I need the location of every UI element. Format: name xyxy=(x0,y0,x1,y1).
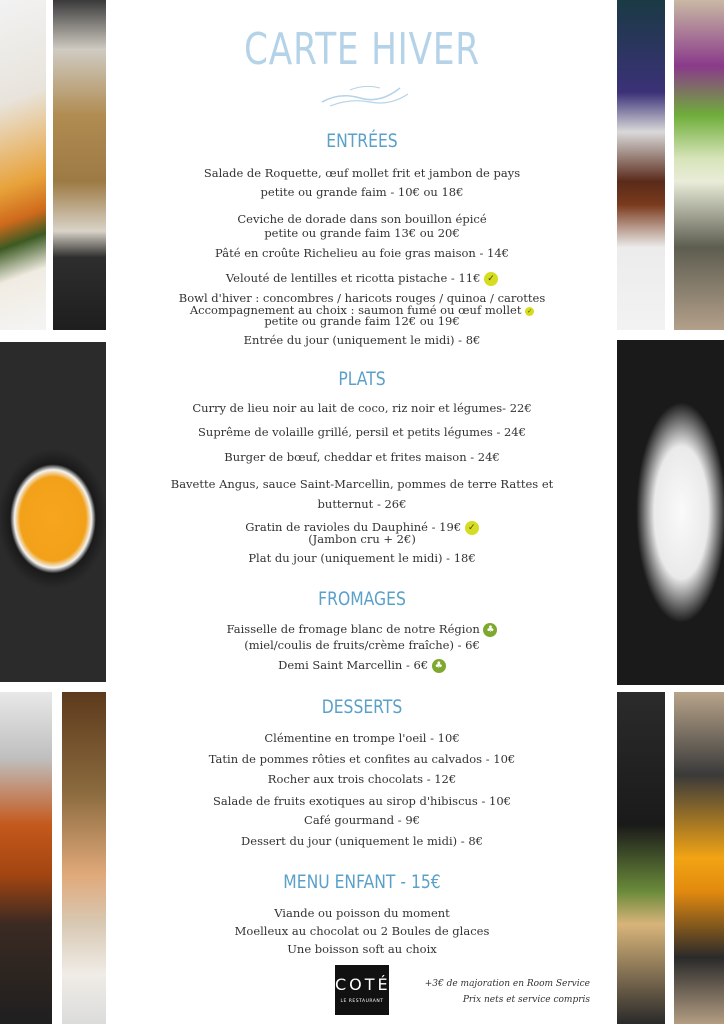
menu-item: Bowl d'hiver : concombres / haricots rouges / quinoa / carottes xyxy=(178,291,546,305)
menu-item-text: Gratin de ravioles du Dauphiné - 19€ xyxy=(245,520,462,534)
menu-item-price: (miel/coulis de fruits/crème fraîche) - 6€ xyxy=(244,638,480,652)
waves-ornament xyxy=(320,78,410,108)
local-product-icon: ♣ xyxy=(432,659,446,673)
vegetarian-icon: ✓ xyxy=(484,272,498,286)
menu-item: Pâté en croûte Richelieu au foie gras maison - 14€ xyxy=(215,246,509,260)
menu-item: butternut - 26€ xyxy=(317,497,407,511)
menu-item-text: Accompagnement au choix : saumon fumé ou œuf mollet xyxy=(189,303,522,317)
menu-item: Curry de lieu noir au lait de coco, riz noir et légumes- 22€ xyxy=(192,401,532,415)
photo-clementine xyxy=(617,340,724,685)
menu-card xyxy=(110,0,614,1024)
desserts-heading: DESSERTS xyxy=(321,696,403,718)
logo-subtitle: LE RESTAURANT xyxy=(340,999,384,1004)
fromages-heading: FROMAGES xyxy=(318,588,406,610)
menu-item-text: Velouté de lentilles et ricotta pistache - 11€ xyxy=(225,271,481,285)
photo-mousse xyxy=(62,692,106,1024)
menu-item-local xyxy=(110,658,614,673)
local-product-icon: ♣ xyxy=(483,623,497,637)
restaurant-logo xyxy=(335,965,389,1015)
logo-name: COTÉ xyxy=(335,975,391,994)
menu-item-price: petite ou grande faim 12€ ou 19€ xyxy=(264,314,460,328)
menu-item-veg xyxy=(110,271,614,286)
menu-item: Entrée du jour (uniquement le midi) - 8€ xyxy=(243,333,481,347)
menu-item: Viande ou poisson du moment xyxy=(274,906,450,920)
menu-item: Tatin de pommes rôties et confites au calvados - 10€ xyxy=(208,752,516,766)
photo-soup xyxy=(53,0,106,330)
menu-item: Bavette Angus, sauce Saint-Marcellin, pommes de terre Rattes et xyxy=(170,477,554,491)
menu-item-text: Faisselle de fromage blanc de notre Région xyxy=(226,622,480,636)
photo-cocktail xyxy=(617,0,665,330)
menu-item: Moelleux au chocolat ou 2 Boules de glaces xyxy=(234,924,490,938)
menu-item: Clémentine en trompe l'oeil - 10€ xyxy=(264,731,460,745)
prices-note: Prix nets et service compris xyxy=(462,995,590,1005)
menu-item-option: (Jambon cru + 2€) xyxy=(308,532,416,546)
vegetarian-icon: ✓ xyxy=(465,521,479,535)
menu-item: Une boisson soft au choix xyxy=(287,942,437,956)
menu-item-price: petite ou grande faim - 10€ ou 18€ xyxy=(260,185,464,199)
menu-item: Burger de bœuf, cheddar et frites maison - 24€ xyxy=(224,450,500,464)
menu-item: Suprême de volaille grillé, persil et petits légumes - 24€ xyxy=(198,425,526,439)
plats-heading: PLATS xyxy=(338,368,386,390)
menu-item: Ceviche de dorade dans son bouillon épicé xyxy=(237,212,487,226)
menu-item-text: Demi Saint Marcellin - 6€ xyxy=(278,658,429,672)
vegetarian-icon: ✓ xyxy=(527,307,533,315)
menu-item: Salade de fruits exotiques au sirop d'hibiscus - 10€ xyxy=(213,794,511,808)
photo-butternut xyxy=(674,692,724,1024)
photo-salad xyxy=(0,0,46,330)
entrees-heading: ENTRÉES xyxy=(326,130,398,152)
menu-item: Rocher aux trois chocolats - 12€ xyxy=(267,772,457,786)
room-service-note: +3€ de majoration en Room Service xyxy=(424,979,590,989)
photo-bowl xyxy=(674,0,724,330)
menu-item-price: petite ou grande faim 13€ ou 20€ xyxy=(264,226,460,240)
menu-title: CARTE HIVER xyxy=(244,24,480,75)
menu-item: Café gourmand - 9€ xyxy=(304,813,420,827)
photo-tart xyxy=(617,692,665,1024)
menu-item: Plat du jour (uniquement le midi) - 18€ xyxy=(248,551,476,565)
menu-item: Dessert du jour (uniquement le midi) - 8€ xyxy=(241,834,483,848)
photo-dessert-left xyxy=(0,692,52,1024)
photo-ceviche xyxy=(0,342,106,682)
menu-item: Salade de Roquette, œuf mollet frit et jambon de pays xyxy=(203,166,521,180)
menu-item-local xyxy=(110,622,614,637)
menu-enfant-heading: MENU ENFANT - 15€ xyxy=(283,871,441,893)
